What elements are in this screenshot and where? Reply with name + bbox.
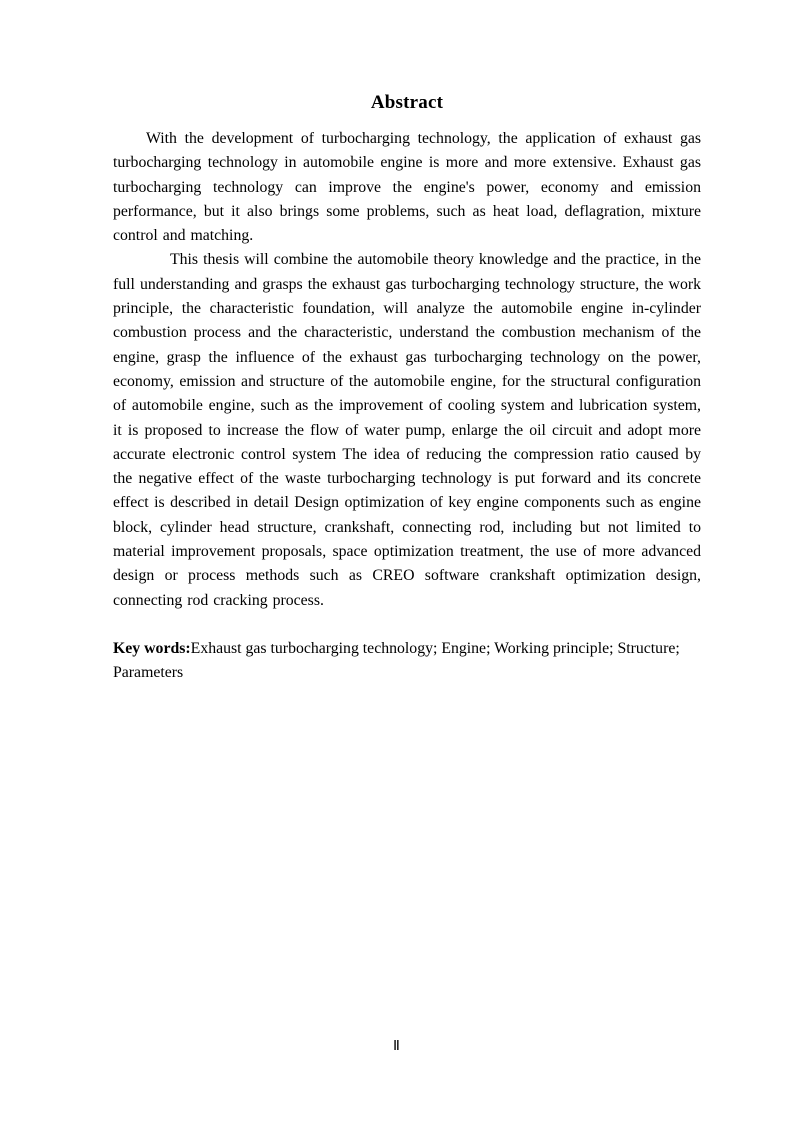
page-number: Ⅱ bbox=[393, 1039, 400, 1054]
page-title: Abstract bbox=[370, 92, 444, 113]
keywords-text: Exhaust gas turbocharging technology; Engine; Working principle; Structure; Parameters bbox=[113, 639, 680, 682]
abstract-paragraph-1: With the development of turbocharging technology, the application of exhaust gas turbocharging technology in automobile engine is more and more extensive. Exhaust gas turbocharging technology can improve the engine's power, economy and emission performance, but it also brings some problems, such as heat load, deflagration, mixture control and matching. bbox=[113, 130, 701, 245]
keywords-label: Key words: bbox=[113, 639, 191, 657]
page-content bbox=[113, 92, 701, 701]
keywords-line bbox=[113, 637, 701, 686]
abstract-paragraph-2: This thesis will combine the automobile theory knowledge and the practice, in the full understanding and grasps the exhaust gas turbocharging technology structure, the work principle, the characteristic foundation, will analyze the automobile engine in-cylinder combustion process and the characteristic, understand the combustion mechanism of the engine, grasp the influence of the exhaust gas turbocharging technology on the power, economy, emission and structure of the automobile engine, for the structural configuration of automobile engine, such as the improvement of cooling system and lubrication system, it is proposed to increase the flow of water pump, enlarge the oil circuit and adopt more accurate electronic control system The idea of reducing the compression ratio caused by the negative effect of the waste turbocharging technology is put forward and its concrete effect is described in detail Design optimization of key engine components such as engine block, cylinder head structure, crankshaft, connecting rod, including but not limited to material improvement proposals, space optimization treatment, the use of more advanced design or process methods such as CREO software crankshaft optimization design, connecting rod cracking process. bbox=[113, 251, 701, 609]
